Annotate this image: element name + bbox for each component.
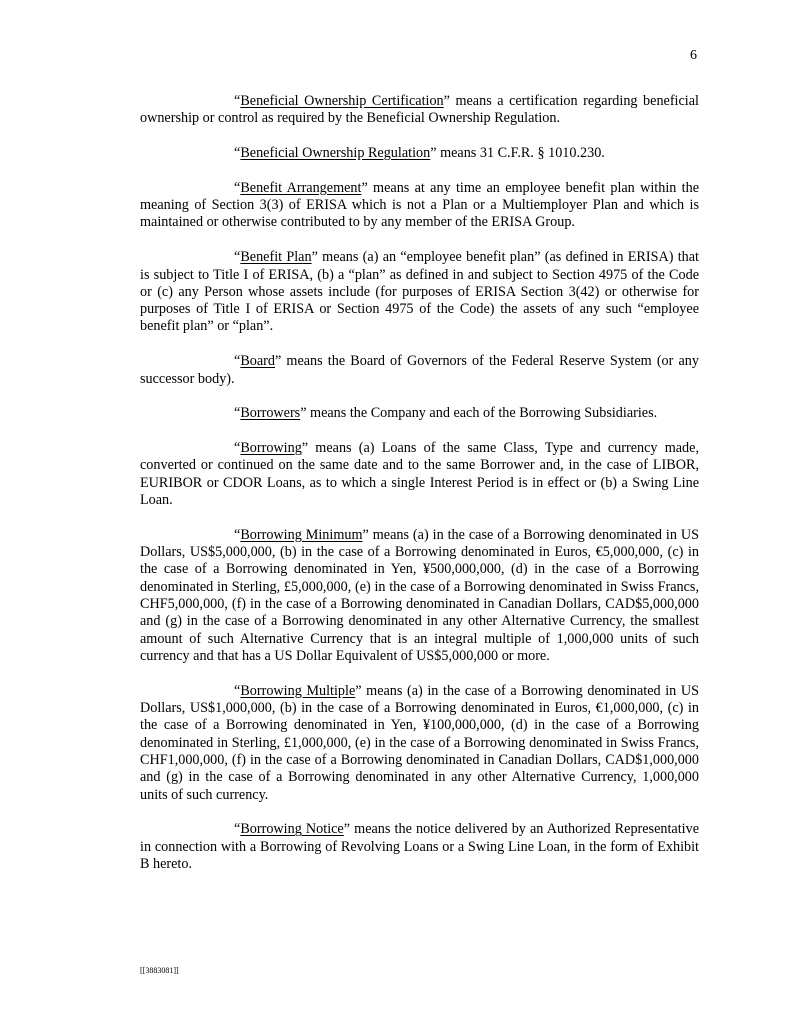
defined-term: Borrowing Minimum	[240, 526, 363, 543]
open-quote: “	[234, 179, 241, 196]
page-number: 6	[690, 48, 697, 63]
defined-term: Benefit Arrangement	[240, 179, 362, 196]
defined-term: Board	[240, 353, 275, 370]
definition-text: ” means (a) in the case of a Borrowing denominated in US Dollars, US$1,000,000, (b) in the case of a Borrowing denominated in Euros, €1,000,000, (c) in the case of a Borrowing denominated in Yen, ¥100,000,000, (d) in the case of a Borrowing denominated in Sterling, £1,000,000, (e) in the case of a Borrowing denominated in Swiss Francs, CHF1,000,000, (f) in the case of a Borrowing denominated in Canadian Dollars, CAD$1,000,000 and (g) in the case of a Borrowing denominated in any other Alternative Currency, 1,000,000 units of such currency.	[140, 682, 700, 803]
definition-borrowing	[140, 440, 699, 509]
open-quote: “	[234, 249, 241, 266]
defined-term: Borrowing	[240, 440, 302, 457]
open-quote: “	[234, 526, 241, 543]
definition-text: ” means (a) an “employee benefit plan” (as defined in ERISA) that is subject to Title I of ERISA, (b) a “plan” as defined in and subject to Section 4975 of the Code or (c) any Person whose assets include (for purposes of ERISA Section 3(42) or otherwise for purposes of Title I of ERISA or Section 4975 of the Code) the assets of any such “employee benefit plan” or “plan”.	[140, 249, 699, 335]
definition-text: ” means the notice delivered by an Authorized Representative in connection with a Borrowing of Revolving Loans or a Swing Line Loan, in the form of Exhibit B hereto.	[140, 821, 699, 872]
open-quote: “	[234, 440, 241, 457]
definition-beneficial-ownership-regulation	[140, 145, 699, 162]
definition-text: ” means the Board of Governors of the Federal Reserve System (or any successor body).	[140, 353, 699, 387]
open-quote: “	[234, 145, 241, 162]
definition-text: ” means the Company and each of the Borrowing Subsidiaries.	[300, 405, 658, 422]
definition-borrowing-multiple	[140, 683, 699, 804]
open-quote: “	[234, 682, 241, 699]
definition-text: ” means at any time an employee benefit plan within the meaning of Section 3(3) of ERISA which is not a Plan or a Multiemployer Plan and which is maintained or otherwise contributed to by any member of the ERISA Group.	[140, 179, 699, 231]
definitions-section	[140, 93, 699, 891]
defined-term: Borrowing Notice	[240, 821, 344, 838]
defined-term: Benefit Plan	[240, 249, 312, 266]
definition-benefit-arrangement	[140, 180, 699, 232]
definition-borrowers	[140, 405, 699, 422]
definition-benefit-plan	[140, 249, 699, 335]
definition-text: ” means (a) in the case of a Borrowing denominated in US Dollars, US$5,000,000, (b) in the case of a Borrowing denominated in Euros, €5,000,000, (c) in the case of a Borrowing denominated in Yen, ¥500,000,000, (d) in the case of a Borrowing denominated in Sterling, £5,000,000, (e) in the case of a Borrowing denominated in Swiss Francs, CHF5,000,000, (f) in the case of a Borrowing denominated in Canadian Dollars, CAD$5,000,000 and (g) in the case of a Borrowing denominated in any other Alternative Currency, the smallest amount of such Alternative Currency that is an integral multiple of 1,000,000 units of such currency and that has a US Dollar Equivalent of US$5,000,000 or more.	[140, 526, 700, 664]
open-quote: “	[234, 93, 241, 109]
definition-borrowing-notice	[140, 821, 699, 873]
defined-term: Borrowing Multiple	[240, 682, 356, 699]
definition-text: ” means 31 C.F.R. § 1010.230.	[430, 145, 605, 162]
defined-term: Beneficial Ownership Certification	[240, 93, 444, 109]
definition-board	[140, 353, 699, 388]
defined-term: Borrowers	[240, 405, 301, 422]
definition-text: ” means (a) Loans of the same Class, Type and currency made, converted or continued on the same date and to the same Borrower and, in the case of LIBOR, EURIBOR or CDOR Loans, as to which a single Interest Period is in effect or (b) a Swing Line Loan.	[140, 440, 699, 509]
open-quote: “	[234, 405, 241, 422]
definition-text: ” means a certification regarding beneficial ownership or control as required by the Beneficial Ownership Regulation.	[140, 93, 699, 127]
open-quote: “	[234, 353, 241, 370]
definition-borrowing-minimum	[140, 527, 699, 665]
open-quote: “	[234, 821, 241, 838]
defined-term: Beneficial Ownership Regulation	[240, 145, 431, 162]
document-id-footer: [[3883081]]	[140, 966, 179, 975]
definition-beneficial-ownership-certification	[140, 93, 699, 128]
